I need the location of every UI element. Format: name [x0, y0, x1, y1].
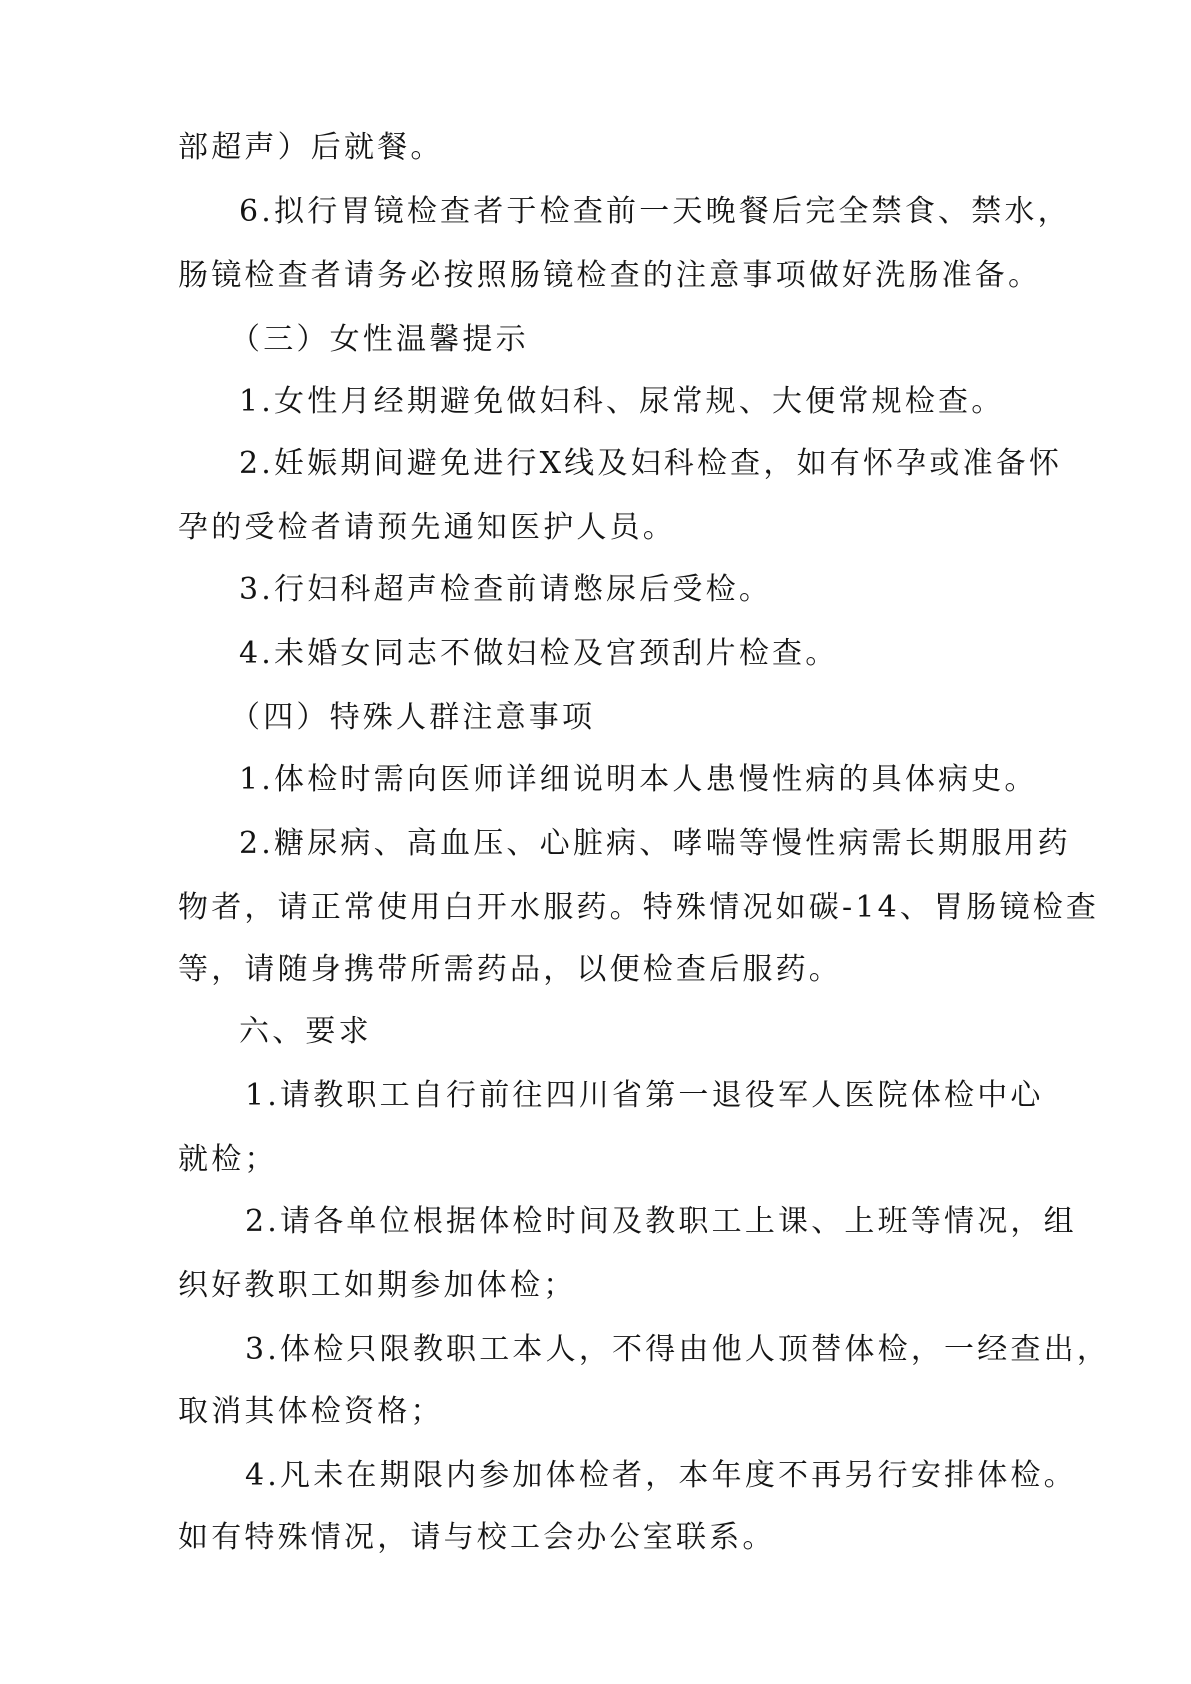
- text-line-continuation-meal: 部超声）后就餐。: [178, 130, 444, 165]
- text-line-requirement-1-cont: 就检；: [178, 1142, 278, 1177]
- text-line-special-item-2-cont: 物者，请正常使用白开水服药。特殊情况如碳-14、胃肠镜检查: [178, 890, 1100, 925]
- text-line-female-item-2: 2.妊娠期间避免进行X线及妇科检查，如有怀孕或准备怀: [239, 446, 1063, 481]
- text-line-requirement-2: 2.请各单位根据体检时间及教职工上课、上班等情况，组: [245, 1204, 1077, 1239]
- section-heading-requirements: 六、要求: [239, 1014, 372, 1049]
- text-line-requirement-4-cont: 如有特殊情况，请与校工会办公室联系。: [178, 1520, 776, 1555]
- section-heading-female-tips: （三）女性温馨提示: [230, 322, 529, 357]
- text-line-colonoscopy-prep: 肠镜检查者请务必按照肠镜检查的注意事项做好洗肠准备。: [178, 258, 1042, 293]
- text-line-female-item-2-cont: 孕的受检者请预先通知医护人员。: [178, 510, 676, 545]
- text-line-special-item-1: 1.体检时需向医师详细说明本人患慢性病的具体病史。: [239, 762, 1038, 797]
- text-line-female-item-4: 4.未婚女同志不做妇检及宫颈刮片检查。: [239, 636, 839, 671]
- text-line-special-item-2: 2.糖尿病、高血压、心脏病、哮喘等慢性病需长期服用药: [239, 826, 1071, 861]
- text-line-requirement-1: 1.请教职工自行前往四川省第一退役军人医院体检中心: [245, 1078, 1044, 1113]
- text-line-female-item-1: 1.女性月经期避免做妇科、尿常规、大便常规检查。: [239, 384, 1005, 419]
- text-line-female-item-3: 3.行妇科超声检查前请憋尿后受检。: [239, 572, 773, 607]
- section-heading-special-groups: （四）特殊人群注意事项: [230, 700, 596, 735]
- text-line-requirement-3-cont: 取消其体检资格；: [178, 1394, 444, 1429]
- text-line-requirement-3: 3.体检只限教职工本人，不得由他人顶替体检，一经查出，: [245, 1332, 1111, 1367]
- text-line-requirement-4: 4.凡未在期限内参加体检者，本年度不再另行安排体检。: [245, 1458, 1077, 1493]
- text-line-gastroscopy-item: 6.拟行胃镜检查者于检查前一天晚餐后完全禁食、禁水，: [239, 194, 1071, 229]
- text-line-special-item-2-end: 等，请随身携带所需药品，以便检查后服药。: [178, 952, 842, 987]
- text-line-requirement-2-cont: 织好教职工如期参加体检；: [178, 1268, 577, 1303]
